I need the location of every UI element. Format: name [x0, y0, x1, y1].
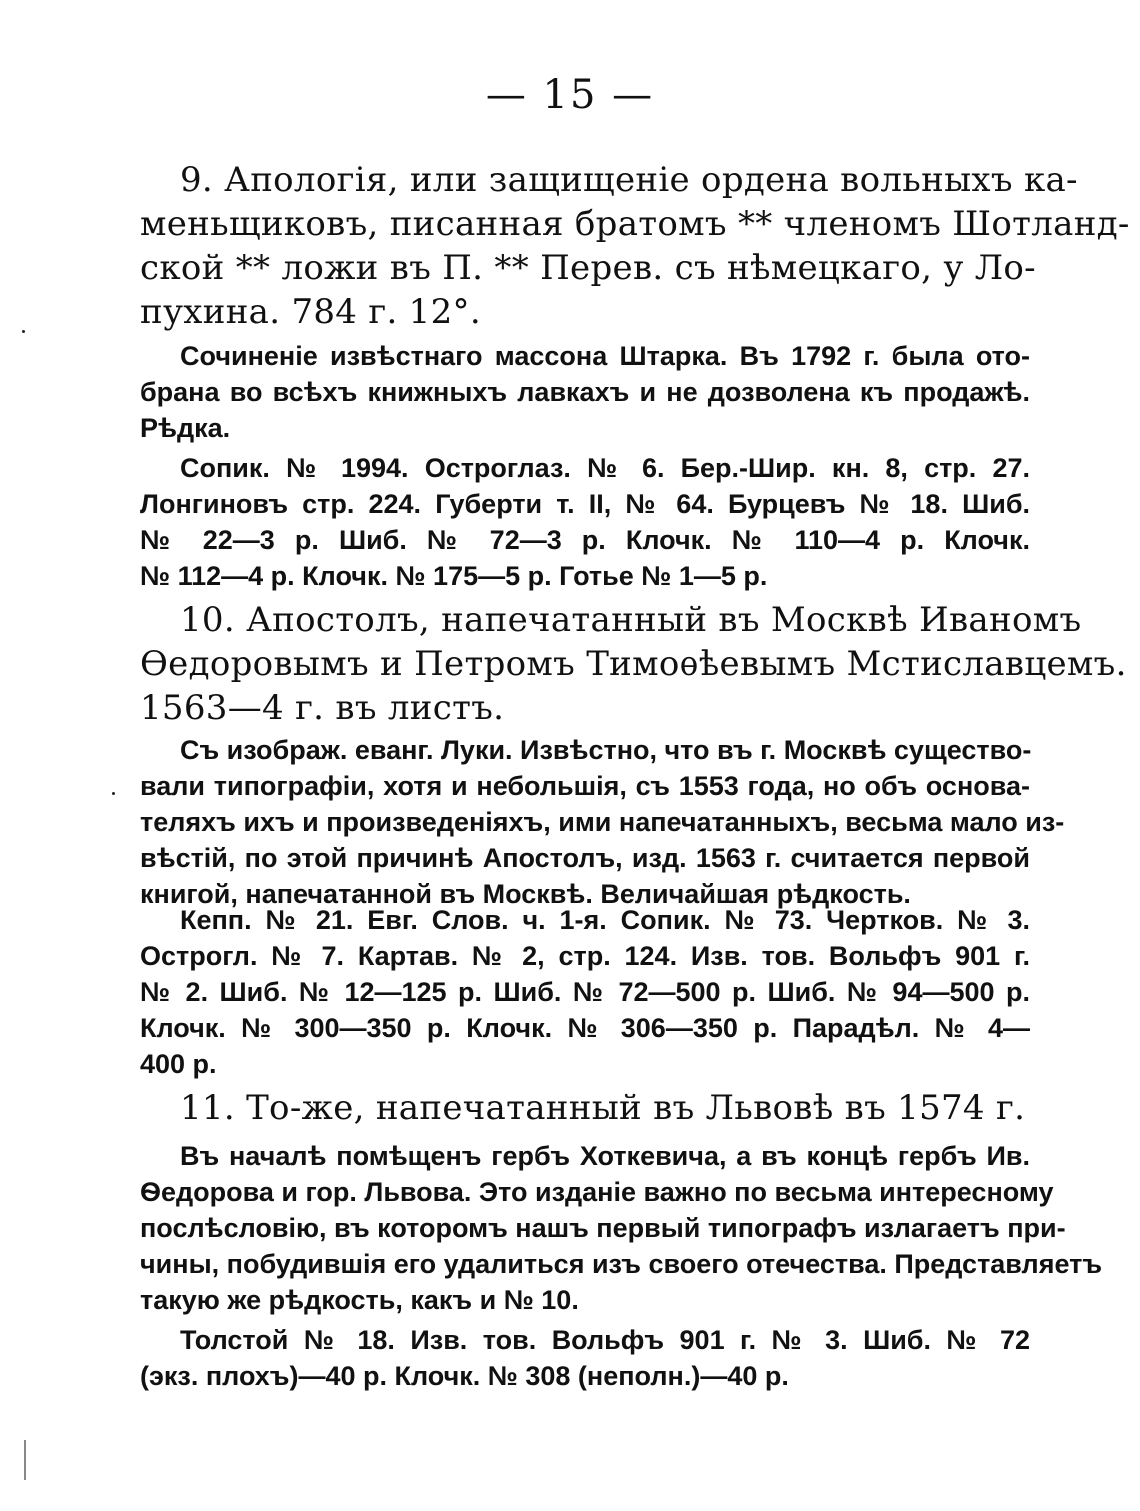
entry-10-title-line: Ѳедоровымъ и Петромъ Тимоѳѣевымъ Мстиславцемъ.: [140, 644, 1127, 684]
entry-10-ref-line: 400 р.: [140, 1049, 217, 1079]
entry-11-title-line: 11. То-же, напечатанный въ Львовѣ въ 1574 г.: [180, 1088, 1026, 1128]
entry-10-ref-line: № 2. Шиб. № 12—125 р. Шиб. № 72—500 р. Шиб. № 94—500 р.: [140, 977, 1030, 1007]
entry-11-note-line: Въ началѣ помѣщенъ гербъ Хоткевича, а въ концѣ гербъ Ив.: [180, 1141, 1030, 1171]
entry-9-ref-line: Лонгиновъ стр. 224. Губерти т. II, № 64. Бурцевъ № 18. Шиб.: [140, 489, 1030, 519]
entry-11-note-line: послѣсловію, въ которомъ нашъ первый типографъ излагаетъ при-: [140, 1213, 1066, 1243]
entry-9-title-line: 9. Апологія, или защищеніе ордена вольныхъ ка-: [180, 160, 1078, 200]
entry-10-ref-line: Кепп. № 21. Евг. Слов. ч. 1-я. Сопик. № 73. Чертков. № 3.: [180, 905, 1030, 935]
entry-11-ref-line: Толстой № 18. Изв. тов. Вольфъ 901 г. № 3. Шиб. № 72: [180, 1325, 1030, 1355]
entry-9-ref-line: Сопик. № 1994. Остроглаз. № 6. Бер.-Шир. кн. 8, стр. 27.: [180, 453, 1030, 483]
entry-11-note-line: Ѳедорова и гор. Львова. Это изданіе важно по весьма интересному: [140, 1177, 1054, 1207]
entry-11-ref-line: (экз. плохъ)—40 р. Клочк. № 308 (неполн.)—40 р.: [140, 1361, 789, 1391]
entry-10-note-line: вали типографіи, хотя и небольшія, съ 1553 года, но объ основа-: [140, 771, 1030, 801]
entry-9-ref-line: № 22—3 р. Шиб. № 72—3 р. Клочк. № 110—4 р. Клочк.: [140, 525, 1030, 555]
entry-10-note: [140, 732, 1065, 912]
page-number: — 15 —: [485, 72, 655, 118]
entry-9-ref-line: № 112—4 р. Клочк. № 175—5 р. Готье № 1—5 р.: [140, 561, 768, 591]
entry-11-note-line: чины, побудившія его удалиться изъ своего отечества. Представляетъ: [140, 1249, 1103, 1279]
entry-11-note-line: такую же рѣдкость, какъ и № 10.: [140, 1285, 579, 1315]
entry-10-note-line: теляхъ ихъ и произведеніяхъ, ими напечатанныхъ, весьма мало из-: [140, 807, 1065, 837]
scan-speck: [22, 330, 25, 333]
entry-10-title: [140, 598, 1127, 730]
entry-10-note-line: Съ изображ. еванг. Луки. Извѣстно, что въ г. Москвѣ существо-: [180, 735, 1032, 765]
entry-9-note-line: брана во всѣхъ книжныхъ лавкахъ и не дозволена къ продажѣ.: [140, 377, 1030, 407]
entry-10-note-line: книгой, напечатанной въ Москвѣ. Величайшая рѣдкость.: [140, 879, 911, 909]
scan-edge-mark: [24, 1440, 26, 1480]
entry-9-title-line: пухина. 784 г. 12°.: [140, 292, 481, 332]
entry-9-note-line: Сочиненіе извѣстнаго массона Штарка. Въ 1792 г. была ото-: [180, 341, 1030, 371]
entry-9-note-line: Рѣдка.: [140, 413, 231, 443]
entry-9-note: [140, 338, 1030, 446]
entry-10-ref-line: Острогл. № 7. Картав. № 2, стр. 124. Изв. тов. Вольфъ 901 г.: [140, 941, 1030, 971]
entry-10-title-line: 1563—4 г. въ листъ.: [140, 688, 505, 728]
entry-9-title-line: ской ** ложи въ П. ** Перев. съ нѣмецкаго, у Ло-: [140, 248, 1036, 288]
entry-10-ref-line: Клочк. № 300—350 р. Клочк. № 306—350 р. Парадѣл. № 4—: [140, 1013, 1030, 1043]
entry-10-title-line: 10. Апостолъ, напечатанный въ Москвѣ Иваномъ: [180, 600, 1082, 640]
scan-speck: [112, 792, 115, 795]
entry-9-references: [140, 450, 1030, 594]
entry-11-title: [140, 1086, 1030, 1130]
entry-11-references: [140, 1322, 1030, 1394]
entry-9-title: [140, 158, 1130, 334]
entry-10-note-line: вѣстій, по этой причинѣ Апостолъ, изд. 1563 г. считается первой: [140, 843, 1030, 873]
entry-11-note: [140, 1138, 1103, 1318]
entry-10-references: [140, 902, 1030, 1082]
entry-9-title-line: меньщиковъ, писанная братомъ ** членомъ Шотланд-: [140, 204, 1130, 244]
